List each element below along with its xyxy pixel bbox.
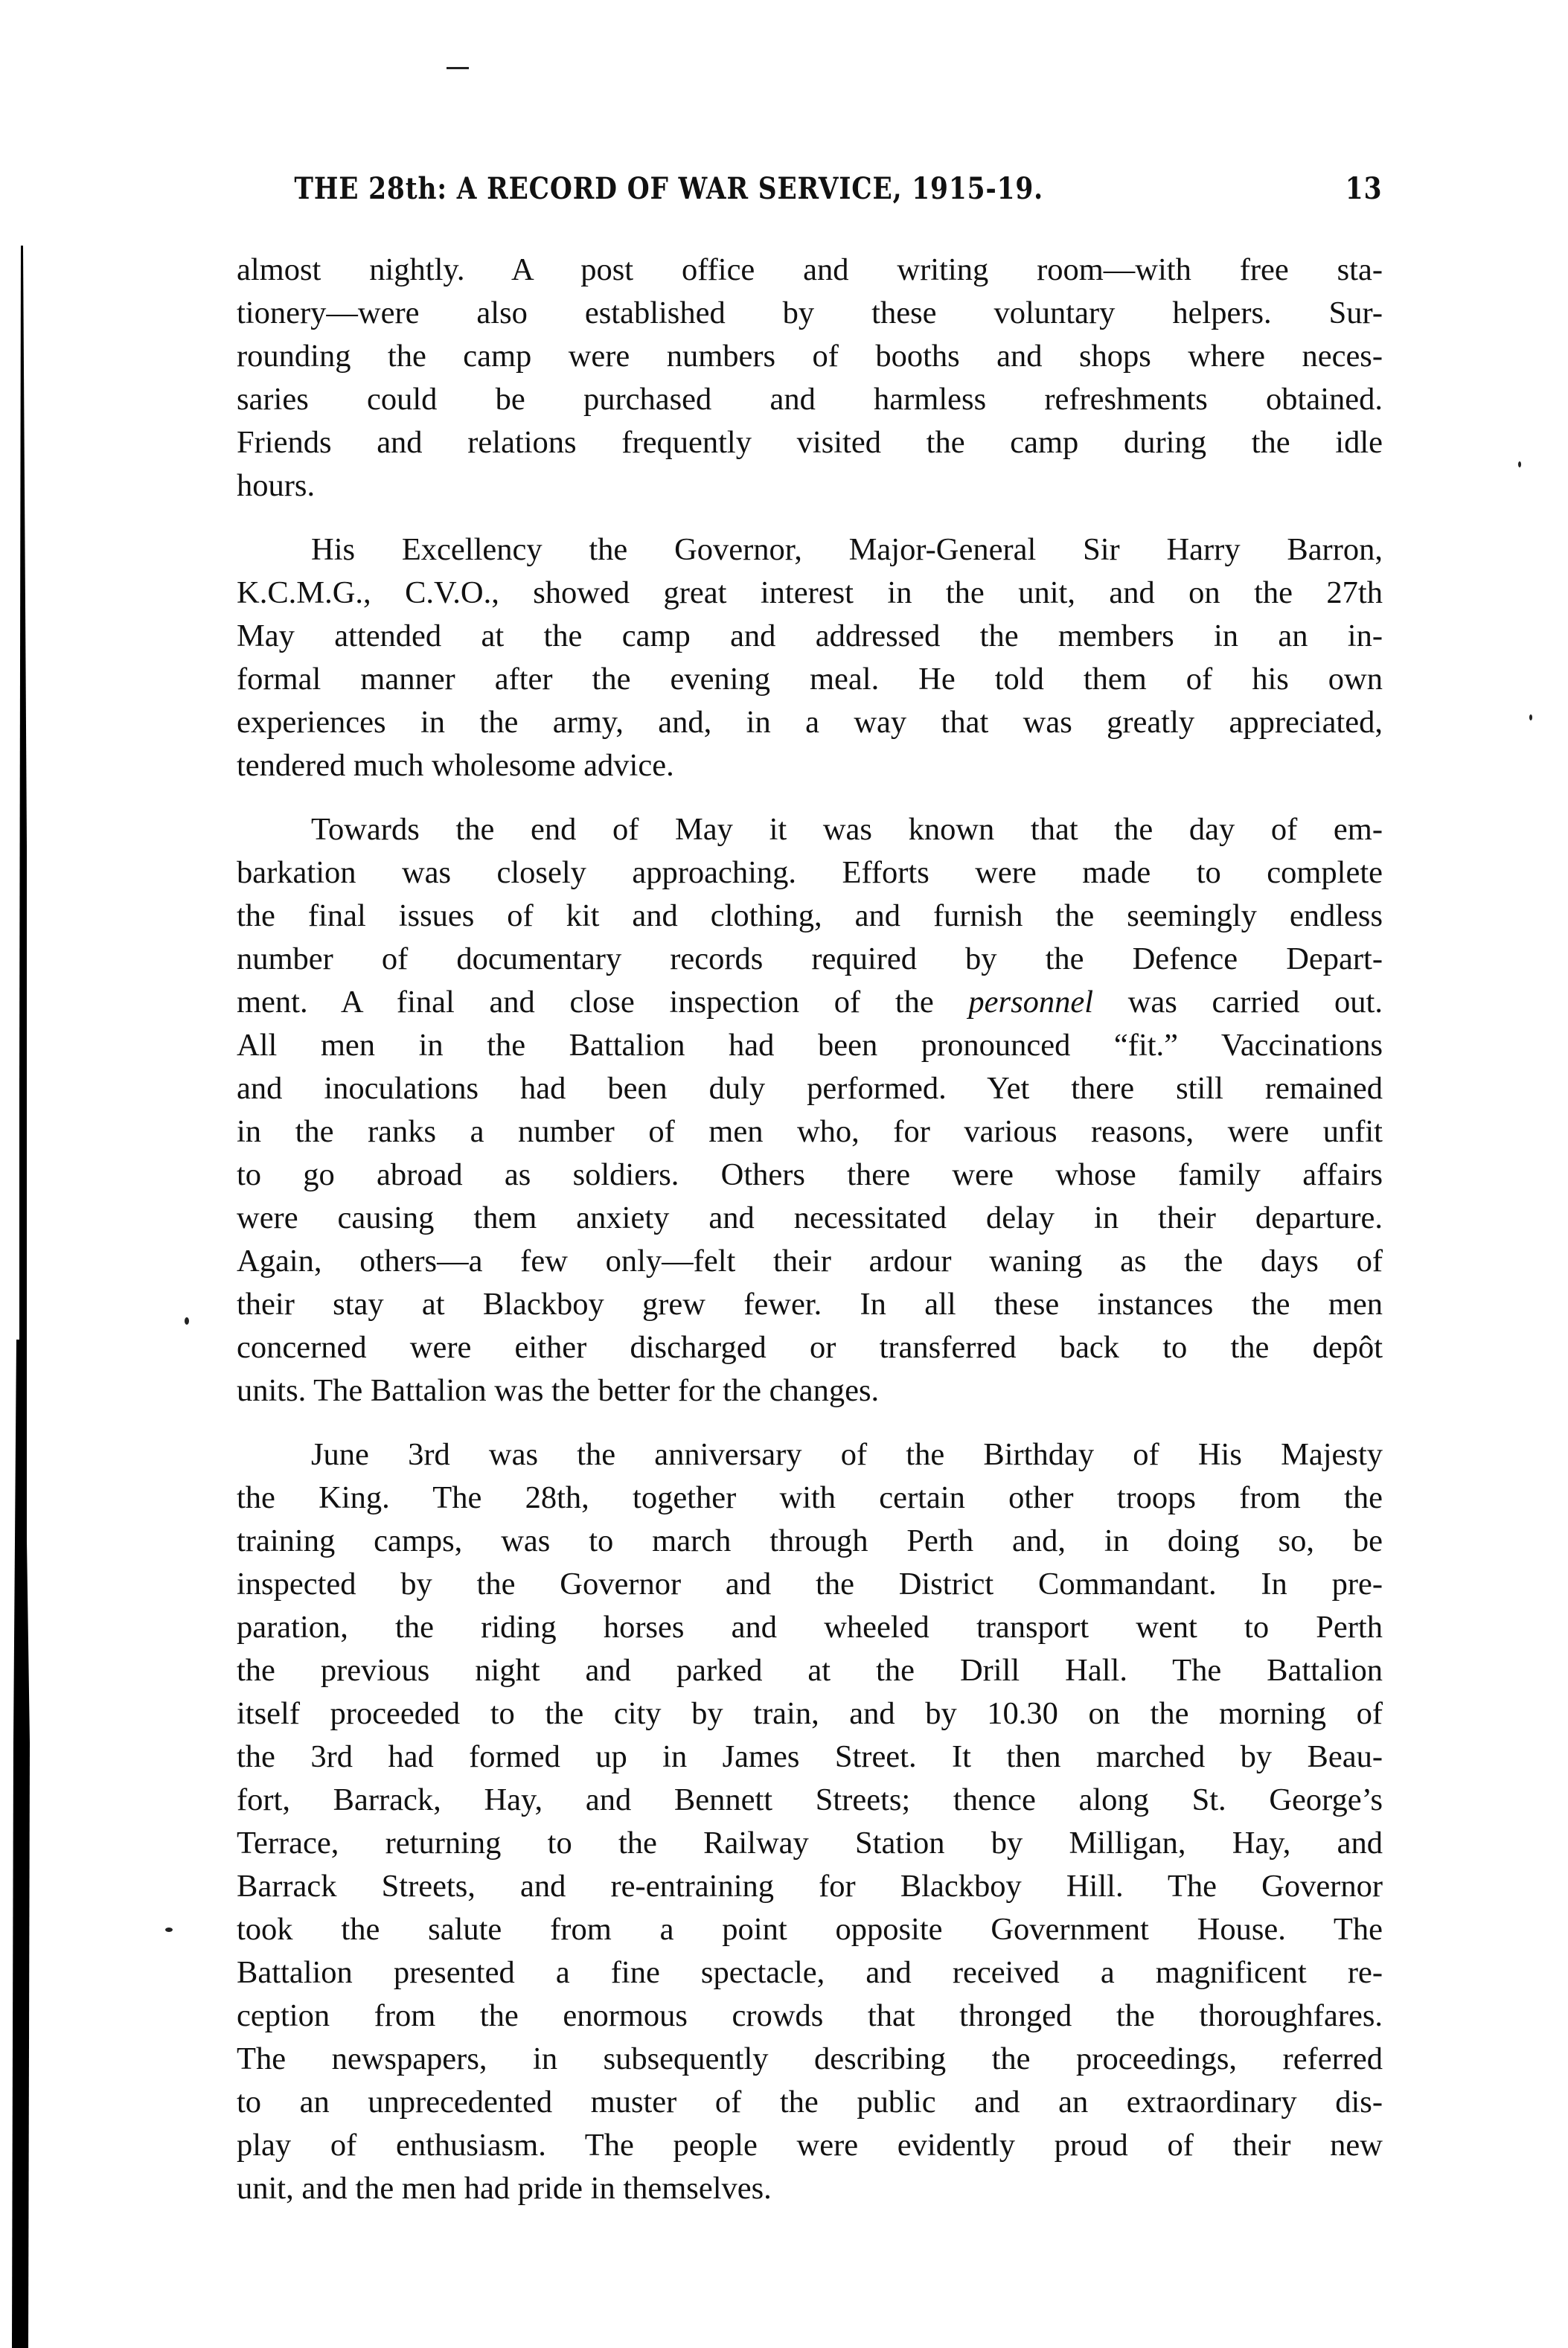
text-line: units. The Battalion was the better for the changes. xyxy=(237,1373,880,1408)
text-line: ception from the enormous crowds that thronged the thoroughfares. xyxy=(237,1998,1383,2033)
text-line: the 3rd had formed up in James Street. It then marched by Beau- xyxy=(237,1739,1383,1774)
text-line: itself proceeded to the city by train, and by 10.30 on the morning of xyxy=(237,1696,1383,1731)
text-line: formal manner after the evening meal. He told them of his own xyxy=(237,662,1383,697)
text-line: rounding the camp were numbers of booths and shops where neces- xyxy=(237,339,1383,374)
text-line: The newspapers, in subsequently describing the proceedings, referred xyxy=(237,2041,1383,2076)
text-line: took the salute from a point opposite Government House. The xyxy=(237,1912,1383,1947)
scan-speck xyxy=(447,67,469,69)
text-line: experiences in the army, and, in a way that was greatly appreciated, xyxy=(237,705,1383,740)
text-line: fort, Barrack, Hay, and Bennett Streets; thence along St. George’s xyxy=(237,1782,1383,1817)
page-binding-edge-lower xyxy=(12,1340,30,2348)
text-segment: ment. A final and close inspection of the xyxy=(237,985,969,1020)
running-head-title: THE 28th: A RECORD OF WAR SERVICE, 1915-19. xyxy=(294,171,1044,206)
text-line: K.C.M.G., C.V.O., showed great interest in the unit, and on the 27th xyxy=(237,575,1383,610)
text-line: May attended at the camp and addressed the members in an in- xyxy=(237,618,1383,653)
text-line: hours. xyxy=(237,468,316,503)
scan-speck xyxy=(165,1928,173,1932)
text-line: in the ranks a number of men who, for various reasons, were unfit xyxy=(237,1114,1383,1149)
text-line: tionery—were also established by these voluntary helpers. Sur- xyxy=(237,295,1383,330)
text-line: and inoculations had been duly performed. Yet there still remained xyxy=(237,1071,1383,1106)
text-line: the final issues of kit and clothing, and furnish the seemingly endless xyxy=(237,898,1383,933)
text-line: paration, the riding horses and wheeled transport went to Perth xyxy=(237,1610,1383,1645)
text-line: tendered much wholesome advice. xyxy=(237,748,674,783)
text-line: Again, others—a few only—felt their ardour waning as the days of xyxy=(237,1244,1383,1279)
text-line: Battalion presented a fine spectacle, and received a magnificent re- xyxy=(237,1955,1383,1990)
text-line: inspected by the Governor and the District Commandant. In pre- xyxy=(237,1567,1383,1602)
text-line: Friends and relations frequently visited the camp during the idle xyxy=(237,425,1383,460)
running-head xyxy=(237,171,1382,223)
text-line-with-italic xyxy=(237,981,1383,1024)
page-number: 13 xyxy=(1345,171,1383,206)
text-line: barkation was closely approaching. Efforts were made to complete xyxy=(237,855,1383,890)
text-segment: was carried out. xyxy=(1093,985,1383,1020)
text-line: almost nightly. A post office and writing room—with free sta- xyxy=(237,252,1383,287)
paragraph-1 xyxy=(237,249,1383,508)
text-line: their stay at Blackboy grew fewer. In all these instances the men xyxy=(237,1287,1383,1322)
text-line: unit, and the men had pride in themselves. xyxy=(237,2171,772,2206)
scan-speck xyxy=(1518,461,1521,467)
text-line: the King. The 28th, together with certain other troops from the xyxy=(237,1480,1383,1515)
text-line: play of enthusiasm. The people were evidently proud of their new xyxy=(237,2128,1383,2163)
text-line: to go abroad as soldiers. Others there were whose family affairs xyxy=(237,1157,1383,1192)
text-line: saries could be purchased and harmless refreshments obtained. xyxy=(237,382,1383,417)
text-line: Terrace, returning to the Railway Station by Milligan, Hay, and xyxy=(237,1826,1383,1861)
text-line: Barrack Streets, and re-entraining for Blackboy Hill. The Governor xyxy=(237,1869,1383,1904)
text-line: All men in the Battalion had been pronounced “fit.” Vaccinations xyxy=(237,1028,1383,1063)
paragraph-3 xyxy=(237,808,1383,1413)
text-line: the previous night and parked at the Drill Hall. The Battalion xyxy=(237,1653,1383,1688)
paragraph-2 xyxy=(237,528,1383,787)
text-line: to an unprecedented muster of the public and an extraordinary dis- xyxy=(237,2085,1383,2120)
body-text xyxy=(237,249,1383,2210)
text-line: His Excellency the Governor, Major-General Sir Harry Barron, xyxy=(311,532,1383,567)
text-line: were causing them anxiety and necessitated delay in their departure. xyxy=(237,1200,1383,1235)
text-line: concerned were either discharged or transferred back to the depôt xyxy=(237,1330,1383,1365)
text-line: number of documentary records required by the Defence Depart- xyxy=(237,941,1383,976)
scan-speck xyxy=(1529,714,1532,720)
text-line: June 3rd was the anniversary of the Birthday of His Majesty xyxy=(311,1437,1383,1472)
scan-speck xyxy=(185,1317,189,1325)
text-line: training camps, was to march through Perth and, in doing so, be xyxy=(237,1523,1383,1558)
book-page xyxy=(237,171,1383,2231)
paragraph-4 xyxy=(237,1433,1383,2210)
italic-word: personnel xyxy=(968,985,1094,1020)
text-line: Towards the end of May it was known that the day of em- xyxy=(311,812,1383,847)
